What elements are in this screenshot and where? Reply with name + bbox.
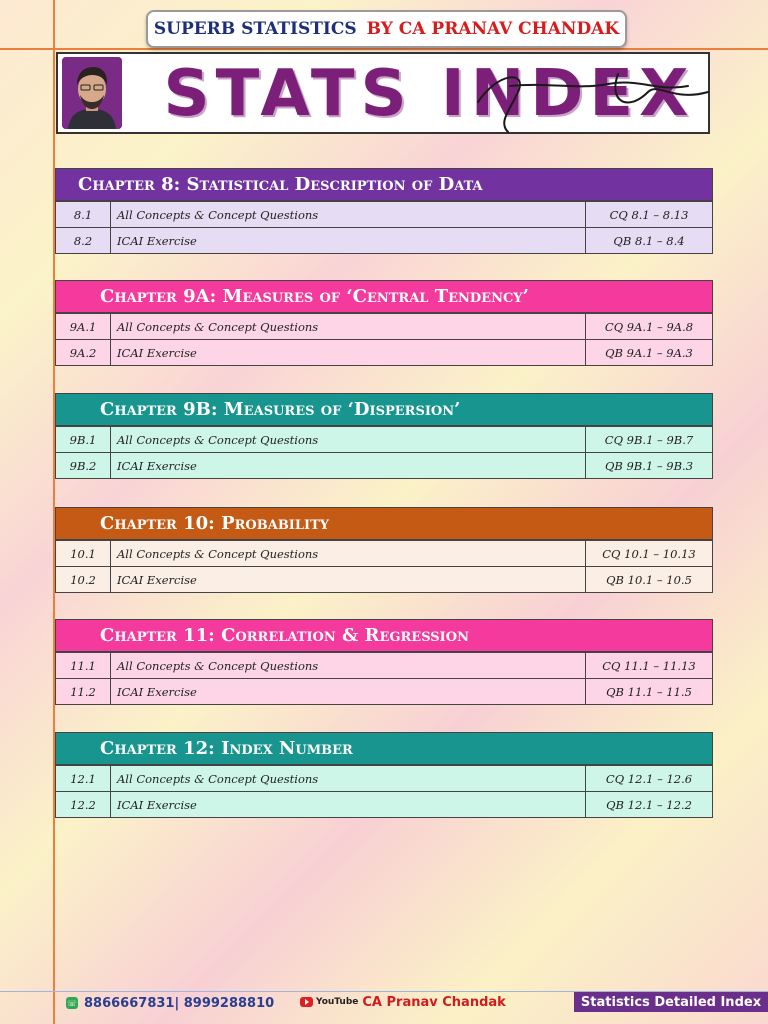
chapter-9b-section xyxy=(55,393,713,479)
row-topic: All Concepts & Concept Questions xyxy=(111,541,586,567)
chapter-11-title: Chapter 11: Correlation & Regression xyxy=(55,619,713,652)
row-topic: ICAI Exercise xyxy=(111,228,586,254)
chapter-10-table xyxy=(55,540,713,593)
header-rule xyxy=(0,48,768,50)
chapter-10-section xyxy=(55,507,713,593)
chapter-8-section xyxy=(55,168,713,254)
row-reference: QB 10.1 – 10.5 xyxy=(586,567,713,593)
row-topic: All Concepts & Concept Questions xyxy=(111,766,586,792)
author-photo xyxy=(62,57,122,129)
table-row xyxy=(56,766,713,792)
header-right-text: BY CA PRANAV CHANDAK xyxy=(366,19,620,39)
table-row xyxy=(56,340,713,366)
row-number: 9B.1 xyxy=(56,427,111,453)
chapter-9b-table xyxy=(55,426,713,479)
chapter-9a-title: Chapter 9A: Measures of ‘Central Tendency’ xyxy=(55,280,713,313)
row-reference: CQ 8.1 – 8.13 xyxy=(586,202,713,228)
row-topic: ICAI Exercise xyxy=(111,453,586,479)
row-number: 10.1 xyxy=(56,541,111,567)
footer-badge: Statistics Detailed Index xyxy=(574,992,768,1012)
row-number: 12.1 xyxy=(56,766,111,792)
row-reference: QB 12.1 – 12.2 xyxy=(586,792,713,818)
banner-title: STATS INDEX xyxy=(163,57,695,131)
title-banner xyxy=(56,52,710,134)
chapter-12-section xyxy=(55,732,713,818)
author-avatar-icon xyxy=(62,57,122,129)
chapter-8-table xyxy=(55,201,713,254)
row-topic: ICAI Exercise xyxy=(111,792,586,818)
row-number: 9A.1 xyxy=(56,314,111,340)
chapter-12-title: Chapter 12: Index Number xyxy=(55,732,713,765)
row-reference: CQ 10.1 – 10.13 xyxy=(586,541,713,567)
row-topic: ICAI Exercise xyxy=(111,340,586,366)
row-topic: All Concepts & Concept Questions xyxy=(111,202,586,228)
table-row xyxy=(56,453,713,479)
chapter-9a-section xyxy=(55,280,713,366)
row-reference: QB 11.1 – 11.5 xyxy=(586,679,713,705)
channel-name: CA Pranav Chandak xyxy=(362,994,506,1010)
row-reference: CQ 12.1 – 12.6 xyxy=(586,766,713,792)
row-reference: QB 9B.1 – 9B.3 xyxy=(586,453,713,479)
table-row xyxy=(56,228,713,254)
chapter-12-table xyxy=(55,765,713,818)
table-row xyxy=(56,792,713,818)
table-row xyxy=(56,679,713,705)
row-topic: All Concepts & Concept Questions xyxy=(111,314,586,340)
row-reference: CQ 11.1 – 11.13 xyxy=(586,653,713,679)
chapter-8-title: Chapter 8: Statistical Description of Data xyxy=(55,168,713,201)
youtube-channel-link[interactable] xyxy=(300,992,506,1012)
signature-image xyxy=(458,62,718,134)
row-number: 9A.2 xyxy=(56,340,111,366)
row-reference: CQ 9A.1 – 9A.8 xyxy=(586,314,713,340)
chapter-11-table xyxy=(55,652,713,705)
header-pill xyxy=(146,10,627,48)
row-number: 11.2 xyxy=(56,679,111,705)
row-topic: All Concepts & Concept Questions xyxy=(111,427,586,453)
chapter-11-section xyxy=(55,619,713,705)
row-reference: QB 8.1 – 8.4 xyxy=(586,228,713,254)
row-topic: ICAI Exercise xyxy=(111,567,586,593)
header-left-text: SUPERB STATISTICS xyxy=(153,19,357,39)
chapter-9a-table xyxy=(55,313,713,366)
youtube-word: YouTube xyxy=(316,997,359,1007)
table-row xyxy=(56,541,713,567)
table-row xyxy=(56,202,713,228)
table-row xyxy=(56,567,713,593)
footer xyxy=(0,992,768,1024)
footer-contact xyxy=(66,993,274,1013)
table-row xyxy=(56,314,713,340)
youtube-icon xyxy=(300,997,313,1007)
row-reference: QB 9A.1 – 9A.3 xyxy=(586,340,713,366)
phone-numbers: 8866667831| 8999288810 xyxy=(84,995,275,1011)
row-reference: CQ 9B.1 – 9B.7 xyxy=(586,427,713,453)
row-number: 11.1 xyxy=(56,653,111,679)
row-number: 8.1 xyxy=(56,202,111,228)
row-topic: ICAI Exercise xyxy=(111,679,586,705)
row-number: 10.2 xyxy=(56,567,111,593)
row-number: 9B.2 xyxy=(56,453,111,479)
chapter-9b-title: Chapter 9B: Measures of ‘Dispersion’ xyxy=(55,393,713,426)
table-row xyxy=(56,427,713,453)
row-number: 8.2 xyxy=(56,228,111,254)
row-number: 12.2 xyxy=(56,792,111,818)
row-topic: All Concepts & Concept Questions xyxy=(111,653,586,679)
chapter-10-title: Chapter 10: Probability xyxy=(55,507,713,540)
whatsapp-icon: ☏ xyxy=(66,998,77,1008)
table-row xyxy=(56,653,713,679)
